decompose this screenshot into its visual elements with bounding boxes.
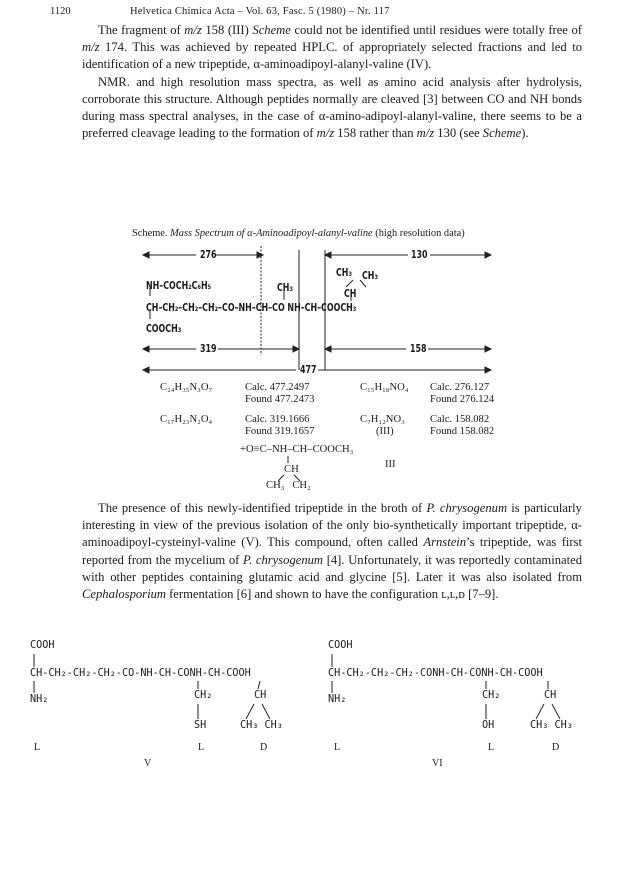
structure-v-nh2: NH₂ [30,694,49,705]
scheme-ch-val: CH [344,287,357,300]
calc-2: Calc. 276.127 [430,382,490,393]
structure-vi-oh: OH [482,720,495,731]
mass-158: 158 [410,342,427,355]
structure-vi-ch: CH [544,690,557,701]
structure-vi-config-1: L [334,742,341,753]
page-number: 1120 [50,6,71,17]
structure-v-cooh: COOH [30,640,55,651]
formula-4: C₇H₁₂NO₃ [360,414,405,425]
structure-v-chain: CH-CH₂-CH₂-CH₂-CO-NH-CH-CONH-CH-COOH [30,668,251,679]
scheme-ch3-ala: CH₃ [277,281,293,294]
mass-319: 319 [200,342,217,355]
structure-v-ch2: CH₂ [194,690,213,701]
scheme-ch3-val-2: CH₃ [362,269,378,282]
running-head: Helvetica Chimica Acta – Vol. 63, Fasc. 5 (1980) – Nr. 117 [130,6,390,17]
structure-vi-ch3: CH₃ CH₃ [530,720,573,731]
structure-vi-label: VI [432,758,443,769]
ion-iii-line3: CH₃ CH₂ [266,480,311,491]
structure-v-ch: CH [254,690,267,701]
mass-477: 477 [300,363,317,376]
structure-v-label: V [144,758,152,769]
ion-iii-line1: +O≡C–NH–CH–COOCH₃ [240,444,354,455]
calc-3: Calc. 319.1666 [245,414,310,425]
ion-iii-label: III [385,459,396,470]
formula-2: C₁₅H₁₈NO₄ [360,382,409,393]
scheme-cooch3: COOCH₃ [146,322,182,335]
structure-v-ch3: CH₃ CH₃ [240,720,283,731]
structure-vi-nh2: NH₂ [328,694,347,705]
found-3: Found 319.1657 [245,426,315,437]
structure-vi-ch2: CH₂ [482,690,501,701]
structure-v-sh: SH [194,720,207,731]
structure-vi-cooh: COOH [328,640,353,651]
formula-1: C₂₄H₃₅N₃O₇ [160,382,213,393]
scheme-main-chain: CH–CH₂–CH₂–CH₂–CO–NH–CH–CO NH–CH–COOCH₃ [146,301,357,314]
structure-vi-config-3: D [552,742,560,753]
paragraph-2: NMR. and high resolution mass spectra, as well as amino acid analysis after hydrolysis, corroborate this structure. Although peptides normally are cleaved [3] between CO and NH bonds during mass spectral analyses, in the case of α-amino-adipoyl-alanyl-valine, there seems to be a preferred cleavage leading to the formation of m/z 158 rather than m/z 130 (see Scheme). [82,74,582,141]
calc-4: Calc. 158.082 [430,414,490,425]
scheme-caption: Scheme. Mass Spectrum of α-Aminoadipoyl-alanyl-valine (high resolution data) [132,228,465,239]
structure-v-config-2: L [198,742,205,753]
formula-4-label: (III) [376,426,394,437]
structure-vi-config-2: L [488,742,495,753]
paragraph-1: The fragment of m/z 158 (III) Scheme could not be identified until residues were totally free of m/z 174. This was achieved by repeated HPLC. of appropriately selected fractions and led to identification of a new tripeptide, α-aminoadipoyl-alanyl-valine (IV). [82,23,582,72]
scheme-ch3-val-1: CH₃ [336,266,352,279]
structure-v-config-3: D [260,742,268,753]
calc-1: Calc. 477.2497 [245,382,310,393]
paragraph-3: The presence of this newly-identified tripeptide in the broth of P. chrysogenum is particularly interesting in view of the previous isolation of the only bio-synthetically important tripeptide, α-aminoadipoyl-cysteinyl-valine (V). This compound, often called Arnstein’s tripeptide, was first reported from the mycelium of P. chrysogenum [4]. Unfortunately, it was reportedly contaminated with other peptides containing glutamic acid and glycine [5]. Later it was also isolated from Cephalosporium fermentation [6] and shown to have the configuration ʟ,ʟ,ᴅ [7–9]. [82,501,583,602]
found-4: Found 158.082 [430,426,495,437]
found-1: Found 477.2473 [245,394,315,405]
ion-iii-line2: CH [284,464,299,475]
mass-130: 130 [411,248,428,261]
mass-276: 276 [200,248,217,261]
found-2: Found 276.124 [430,394,495,405]
scheme-nh-group: NH–COCH₂C₆H₅ [146,279,212,292]
structure-vi-chain: CH-CH₂-CH₂-CH₂-CONH-CH-CONH-CH-COOH [328,668,543,679]
formula-3: C₁₇H₂₃N₂O₄ [160,414,213,425]
structure-v-config-1: L [34,742,41,753]
